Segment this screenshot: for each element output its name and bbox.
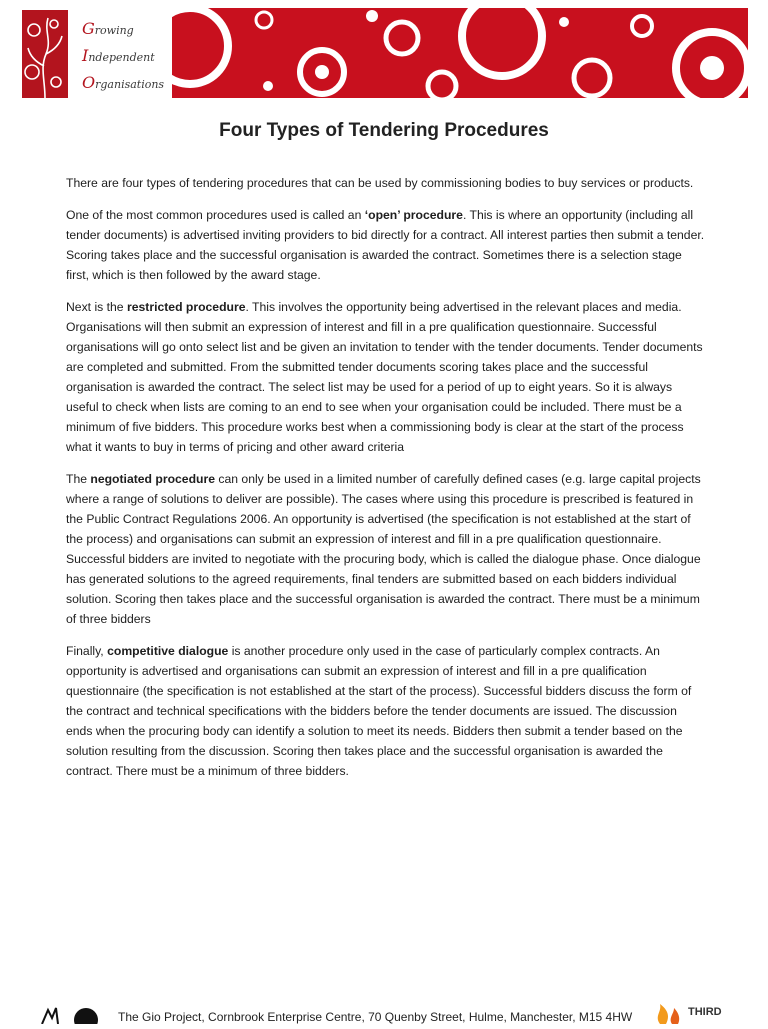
- paragraph-negotiated-procedure: The negotiated procedure can only be used in a limited number of carefully defined cases (e.g. large capital projects where a range of solutions to deliver are possible). The cases where using this procedure is prescribed is featured in the Public Contract Regulations 2006. An opportunity is advertised (the specification is not established at the start of the process) and organisations can submit an expression of interest and fill in a pre qualification questionnaire. Successful bidders are invited to negotiate with the procuring body, which is called the dialogue phase. Once dialogue has generated solutions to the agreed requirements, final tenders are submitted based on each bidders individual solution. Scoring then takes place and the successful organisation is awarded the contract. There must be a minimum of three bidders: [66, 472, 701, 626]
- logo-wordmark: [82, 16, 172, 97]
- term-negotiated-procedure: negotiated procedure: [90, 472, 215, 486]
- footer-third-sector-logo: [650, 1002, 686, 1029]
- term-open-procedure: ‘open’ procedure: [364, 208, 463, 222]
- logo-line-growing: Growing: [82, 19, 134, 38]
- footer-address: The Gio Project, Cornbrook Enterprise Centre, 70 Quenby Street, Hulme, Manchester, M15 4HW: [118, 1010, 633, 1024]
- paragraph-restricted-procedure: Next is the restricted procedure. This involves the opportunity being advertised in the relevant places and media. Organisations will then submit an expression of interest and fill in a pre qualification questionnaire. Successful organisations will go onto select list and be given an invitation to tender with the tender documents. Tender documents are completed and submitted. From the submitted tender documents scoring takes place and the successful organisation is awarded the contract. The select list may be used for a period of up to eight years. So it is always useful to check when lists are coming to an end to see when your organisation could be included. There must be a minimum of five bidders. This procedure works best when a commissioning body is clear at the start of the process what it wants to buy in terms of pricing and other award criteria: [66, 300, 703, 454]
- term-competitive-dialogue: competitive dialogue: [107, 644, 229, 658]
- paragraph-open-procedure: One of the most common procedures used is called an ‘open’ procedure. This is where an opportunity (including all tender documents) is advertised inviting providers to bid directly for a contract. All interest parties then submit a tender. Scoring takes place and the successful organisation is awarded the contract. Sometimes there is a selection stage first, which is then followed by the award stage.: [66, 208, 705, 282]
- circles-pattern-icon: [172, 8, 748, 98]
- document-body: [66, 173, 706, 793]
- paragraph-competitive-dialogue: Finally, competitive dialogue is another procedure only used in the case of particularly complex contracts. An opportunity is advertised and organisations can submit an expression of interest and fill in a pre qualification questionnaire (the specification is not established at the start of the process). Successful bidders discuss the form of the contract and technical specifications with the bidders before the tender documents are issued. The discussion ends when the procuring body can identify a solution to meet its needs. Bidders then submit a tender based on the solution resulting from the discussion. Scoring then takes place and the successful organisation is awarded the contract. There must be a minimum of three bidders.: [66, 644, 692, 778]
- tree-swirl-icon: [22, 10, 68, 98]
- header-banner: [172, 8, 748, 98]
- logo-graphic: [22, 10, 68, 98]
- logo-line-independent: Independent: [82, 46, 155, 65]
- paragraph-intro: There are four types of tendering procedures that can be used by commissioning bodies to buy services or products.: [66, 176, 694, 190]
- page-title: Four Types of Tendering Procedures: [219, 120, 549, 141]
- logo-line-organisations: Organisations: [82, 73, 165, 92]
- footer-partner-icon: [38, 1006, 102, 1029]
- term-restricted-procedure: restricted procedure: [126, 300, 246, 314]
- footer-third-text: THIRD: [688, 1006, 722, 1018]
